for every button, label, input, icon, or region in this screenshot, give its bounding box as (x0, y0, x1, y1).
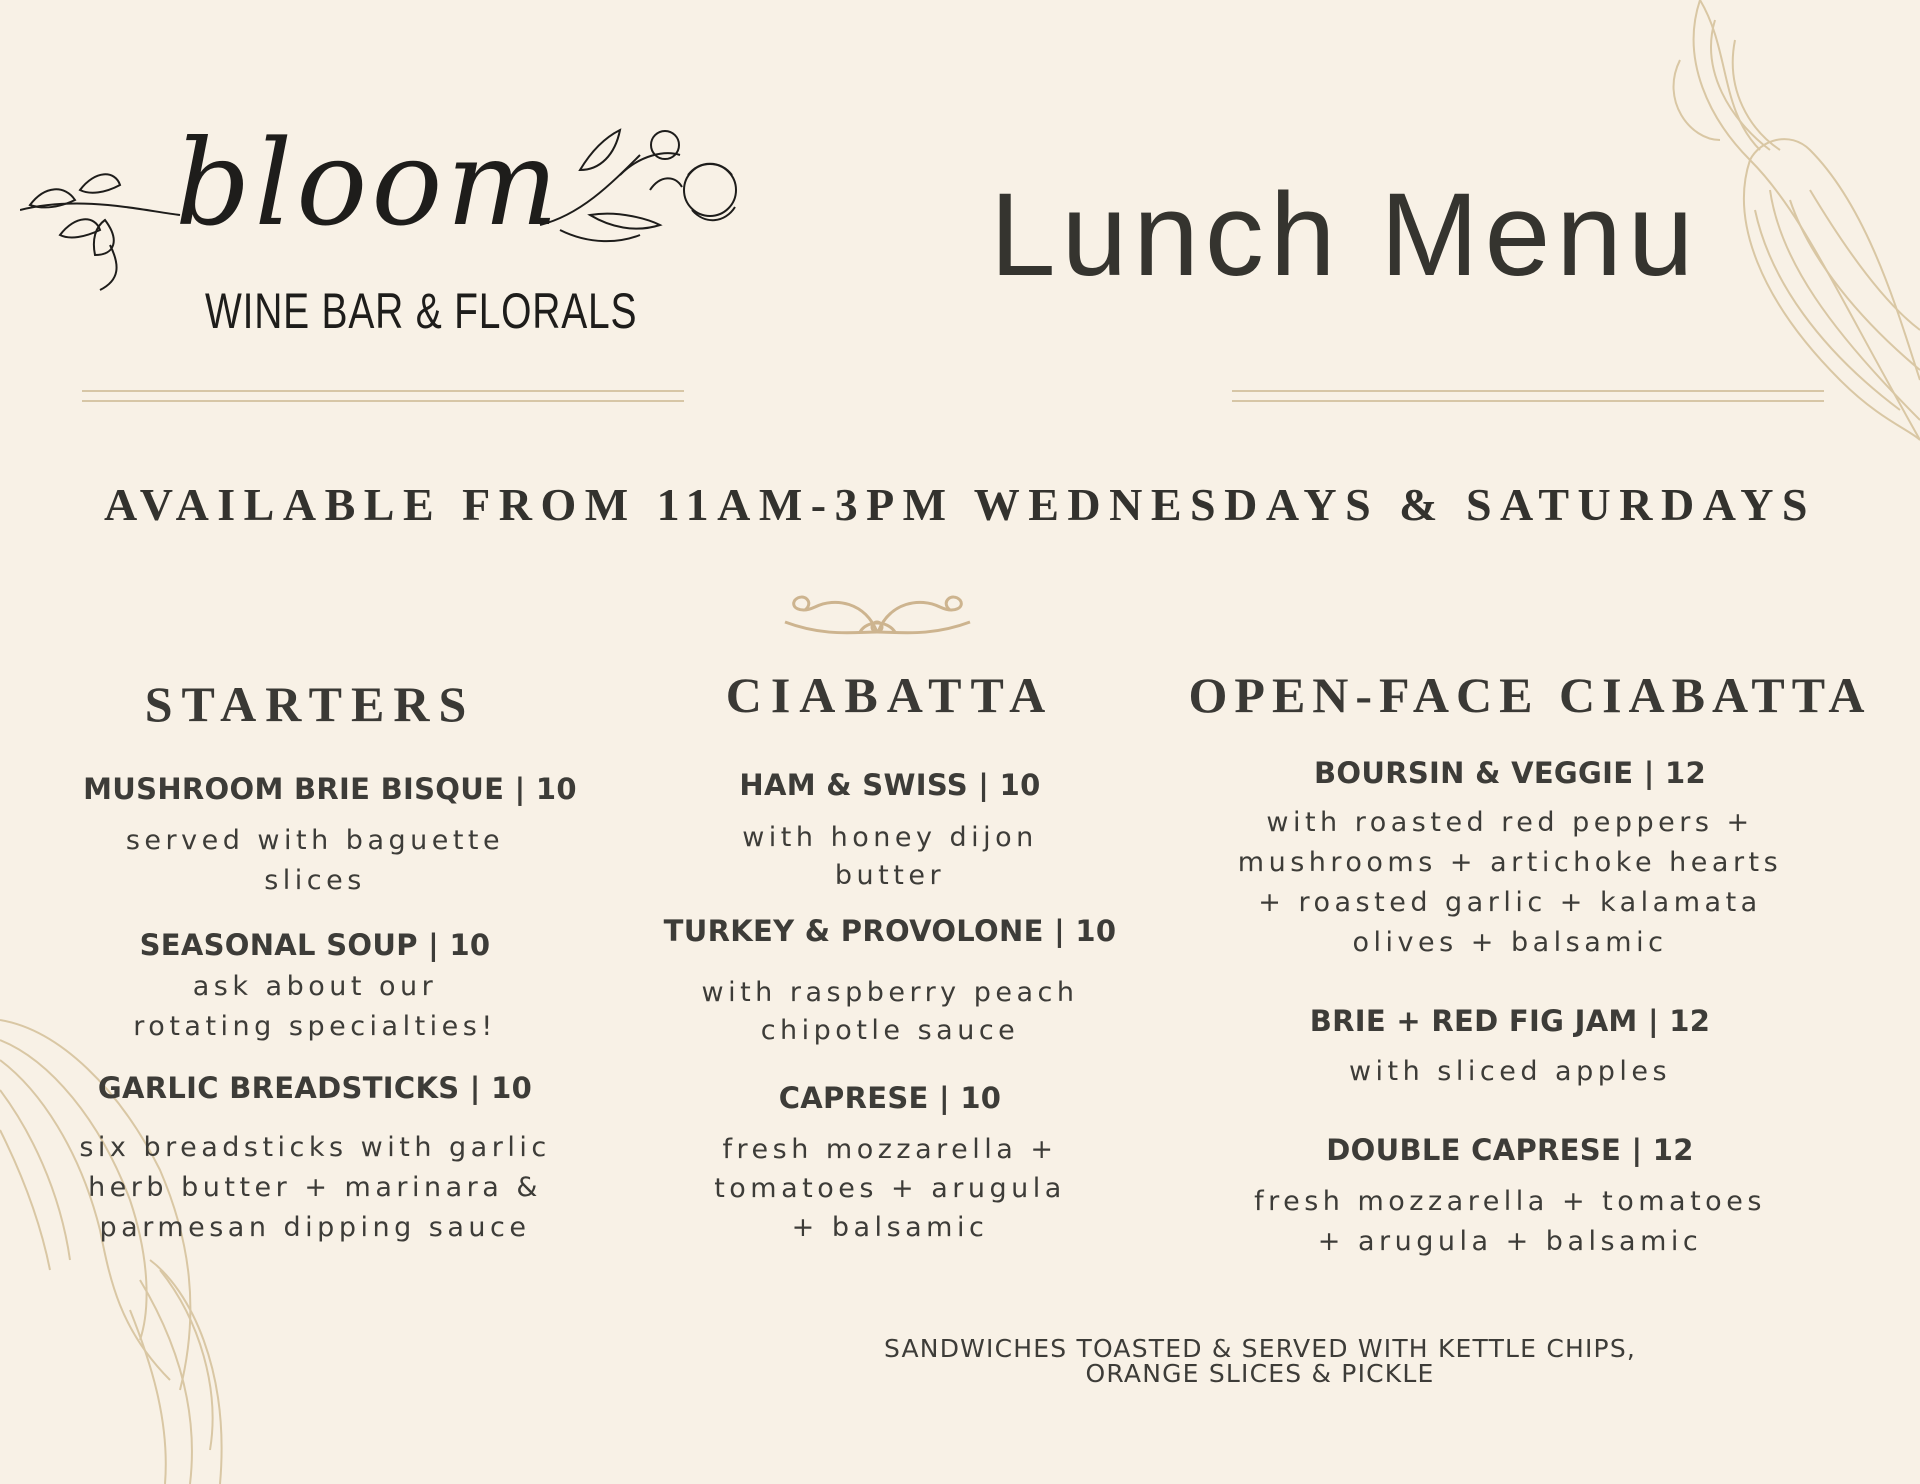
logo-subtitle: WINE BAR & FLORALS (205, 283, 638, 339)
menu-item-desc: with sliced apples (1348, 1056, 1672, 1087)
logo-wordmark: bloom (175, 114, 563, 252)
menu-item-desc: with raspberry peach chipotle sauce (701, 977, 1079, 1046)
availability-banner: AVAILABLE FROM 11AM-3PM WEDNESDAYS & SATURDAYS (103, 479, 1817, 530)
ornamental-flourish-icon (775, 592, 980, 642)
menu-item-name: MUSHROOM BRIE BISQUE | 10 (83, 772, 577, 806)
menu-item-desc: with honey dijon butter (742, 822, 1038, 891)
page-title: Lunch Menu (990, 169, 1700, 301)
menu-item-name: GARLIC BREADSTICKS | 10 (97, 1071, 533, 1105)
column-title-ciabatta: CIABATTA (725, 667, 1055, 723)
menu-item-name: SEASONAL SOUP | 10 (139, 928, 491, 962)
menu-item-name: TURKEY & PROVOLONE | 10 (663, 914, 1117, 948)
divider (82, 400, 684, 402)
divider (1232, 400, 1824, 402)
menu-item-desc: with roasted red peppers + mushrooms + artichoke hearts + roasted garlic + kalamata olives + balsamic (1237, 807, 1783, 958)
column-title-starters: STARTERS (144, 676, 476, 732)
menu-item-name: BRIE + RED FIG JAM | 12 (1309, 1004, 1711, 1038)
menu-item-desc: six breadsticks with garlic herb butter + marinara & parmesan dipping sauce (79, 1132, 551, 1243)
menu-item-name: BOURSIN & VEGGIE | 12 (1314, 756, 1706, 790)
menu-item-name: CAPRESE | 10 (778, 1081, 1002, 1115)
footer-note: SANDWICHES TOASTED & SERVED WITH KETTLE CHIPS, ORANGE SLICES & PICKLE (883, 1334, 1637, 1388)
menu-item-desc: ask about our rotating specialties! (133, 971, 497, 1042)
menu-item-desc: fresh mozzarella + tomatoes + arugula + balsamic (1254, 1186, 1766, 1257)
divider (82, 390, 684, 392)
menu-item-desc: served with baguette slices (125, 825, 505, 896)
menu-item-name: HAM & SWISS | 10 (739, 768, 1041, 802)
menu-item-desc: fresh mozzarella + tomatoes + arugula + balsamic (714, 1134, 1066, 1243)
column-title-open-face-ciabatta: OPEN-FACE CIABATTA (1188, 667, 1872, 723)
menu-item-name: DOUBLE CAPRESE | 12 (1326, 1133, 1694, 1167)
divider (1232, 390, 1824, 392)
